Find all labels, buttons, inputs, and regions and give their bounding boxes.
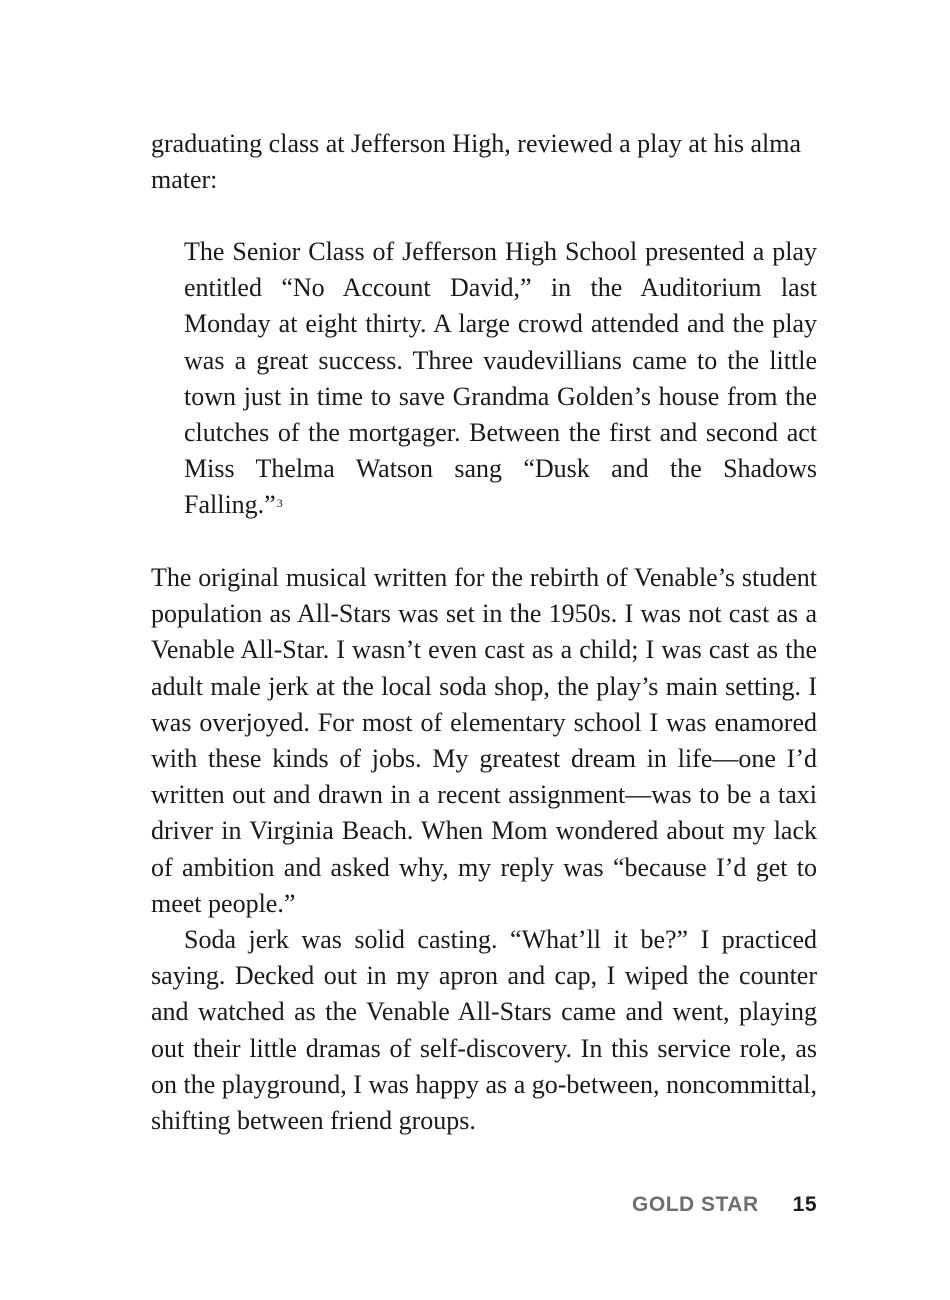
- page-number: 15: [792, 1193, 817, 1216]
- footnote-marker: 3: [276, 496, 283, 511]
- running-title: GOLD STAR: [632, 1193, 759, 1216]
- page-footer: [632, 1193, 817, 1217]
- quote-text: The Senior Class of Jefferson High School presented a play entitled “No Account David,” in the Auditorium last Monday at eight thirty. A large crowd attended and the play was a great success. Three vaudevillians came to the little town just in time to save Grandma Golden’s house from the clutches of the mortgager. Between the first and second act Miss Thelma Watson sang “Dusk and the Shadows Falling.”: [184, 237, 817, 520]
- body-paragraph-1: The original musical written for the rebirth of Venable’s student population as All-Stars was set in the 1950s. I was not cast as a Venable All-Star. I wasn’t even cast as a child; I was cast as the adult male jerk at the local soda shop, the play’s main setting. I was overjoyed. For most of elementary school I was enamored with these kinds of jobs. My greatest dream in life—one I’d written out and drawn in a recent assignment—was to be a taxi driver in Virginia Beach. When Mom wondered about my lack of ambition and asked why, my reply was “because I’d get to meet people.”: [151, 563, 817, 918]
- intro-text: graduating class at Jefferson High, reviewed a play at his alma mater:: [151, 129, 802, 195]
- intro-paragraph: [151, 126, 817, 198]
- body-text: [151, 560, 817, 1139]
- block-quote: [184, 234, 817, 524]
- body-paragraph-2: Soda jerk was solid casting. “What’ll it be?” I practiced saying. Decked out in my apron and cap, I wiped the counter and watched as the Venable All-Stars came and went, playing out their little dramas of self-discovery. In this service role, as on the playground, I was happy as a go-between, noncommittal, shifting between friend groups.: [151, 925, 817, 1136]
